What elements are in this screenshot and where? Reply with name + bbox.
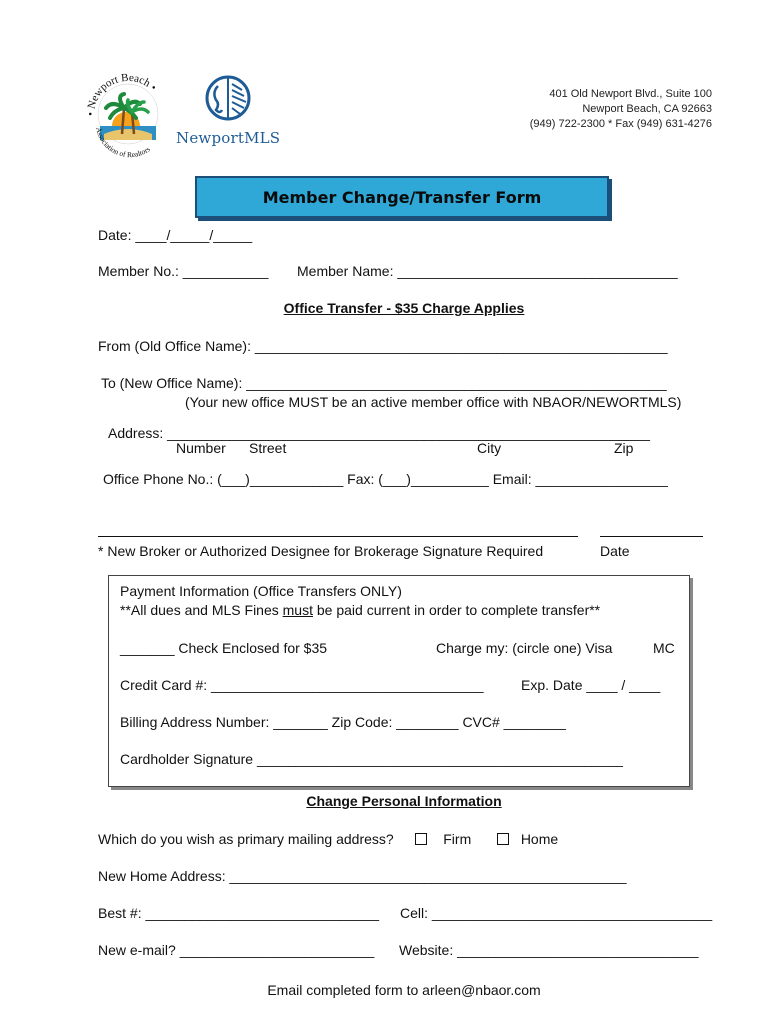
address-sub-number: Number xyxy=(176,440,226,456)
payment-info-box xyxy=(108,575,690,787)
payment-note-post: be paid current in order to complete transfer** xyxy=(312,602,601,618)
newport-mls-wordmark: NewportMLS xyxy=(176,129,281,147)
to-office-note: (Your new office MUST be an active member office with NBAOR/NEWORTMLS) xyxy=(185,394,682,410)
exp-date-field[interactable]: Exp. Date ____ / ____ xyxy=(521,677,661,693)
mailing-question-label: Which do you wish as primary mailing address? xyxy=(98,831,394,847)
firm-label: Firm xyxy=(443,831,472,847)
broker-signature-line[interactable] xyxy=(98,536,578,537)
cardholder-signature-field[interactable]: Cardholder Signature _______________________________________________ xyxy=(120,751,623,767)
new-email-field[interactable]: New e-mail? _________________________ xyxy=(98,942,375,958)
office-transfer-heading: Office Transfer - $35 Charge Applies xyxy=(283,300,525,316)
payment-note-pre: **All dues and MLS Fines xyxy=(120,602,283,618)
date-field[interactable]: Date: ____/_____/_____ xyxy=(98,227,253,243)
address-line-2: Newport Beach, CA 92663 xyxy=(582,103,712,115)
email-instruction: Email completed form to arleen@nbaor.com xyxy=(267,982,541,998)
firm-checkbox[interactable] xyxy=(415,833,427,845)
nbaor-logo xyxy=(82,68,174,160)
newport-mls-logo xyxy=(176,74,286,154)
from-office-field[interactable]: From (Old Office Name): _____________________________________________________ xyxy=(98,338,668,354)
address-sub-street: Street xyxy=(249,440,287,456)
address-line-3: (949) 722-2300 * Fax (949) 631-4276 xyxy=(529,118,712,130)
website-field[interactable]: Website: _______________________________ xyxy=(399,942,699,958)
address-line-1: 401 Old Newport Blvd., Suite 100 xyxy=(549,88,712,100)
payment-note-must: must xyxy=(282,602,313,618)
office-address xyxy=(412,87,712,132)
form-title: Member Change/Transfer Form xyxy=(262,187,542,207)
member-name-field[interactable]: Member Name: ____________________________________ xyxy=(297,263,678,279)
new-home-address-field[interactable]: New Home Address: ___________________________________________________ xyxy=(98,868,627,884)
office-phone-fax-email[interactable]: Office Phone No.: (___)____________ Fax: (___)__________ Email: _________________ xyxy=(103,471,668,487)
address-sub-city: City xyxy=(477,440,502,456)
charge-mc[interactable]: MC xyxy=(653,640,675,656)
member-no-field[interactable]: Member No.: ___________ xyxy=(98,263,269,279)
form-title-banner xyxy=(195,176,609,218)
home-checkbox[interactable] xyxy=(497,833,509,845)
address-field[interactable]: Address: ______________________________________________________________ xyxy=(108,425,650,441)
mailing-address-question xyxy=(98,831,558,847)
cell-field[interactable]: Cell: ____________________________________ xyxy=(400,905,713,921)
svg-text:• Newport Beach •: • Newport Beach • xyxy=(84,71,159,117)
check-enclosed-field[interactable]: _______ Check Enclosed for $35 xyxy=(120,640,328,656)
payment-heading: Payment Information (Office Transfers ONLY) xyxy=(120,583,402,599)
best-number-field[interactable]: Best #: ______________________________ xyxy=(98,905,380,921)
to-office-field[interactable]: To (New Office Name): ______________________________________________________ xyxy=(101,375,667,391)
home-label: Home xyxy=(520,831,559,847)
broker-date-line[interactable] xyxy=(600,536,703,537)
nbaor-seal-graphic xyxy=(82,68,174,160)
address-sub-zip: Zip xyxy=(614,440,634,456)
svg-text:Association of Realtors: Association of Realtors xyxy=(94,126,152,160)
charge-my-visa[interactable]: Charge my: (circle one) Visa xyxy=(436,640,613,656)
broker-date-label: Date xyxy=(600,543,630,559)
billing-zip-cvc-field[interactable]: Billing Address Number: _______ Zip Code: ________ CVC# ________ xyxy=(120,714,566,730)
credit-card-field[interactable]: Credit Card #: ___________________________________ xyxy=(120,677,484,693)
personal-info-heading: Change Personal Information xyxy=(306,793,502,809)
broker-signature-label: * New Broker or Authorized Designee for Brokerage Signature Required xyxy=(98,543,544,559)
payment-note xyxy=(120,602,600,618)
